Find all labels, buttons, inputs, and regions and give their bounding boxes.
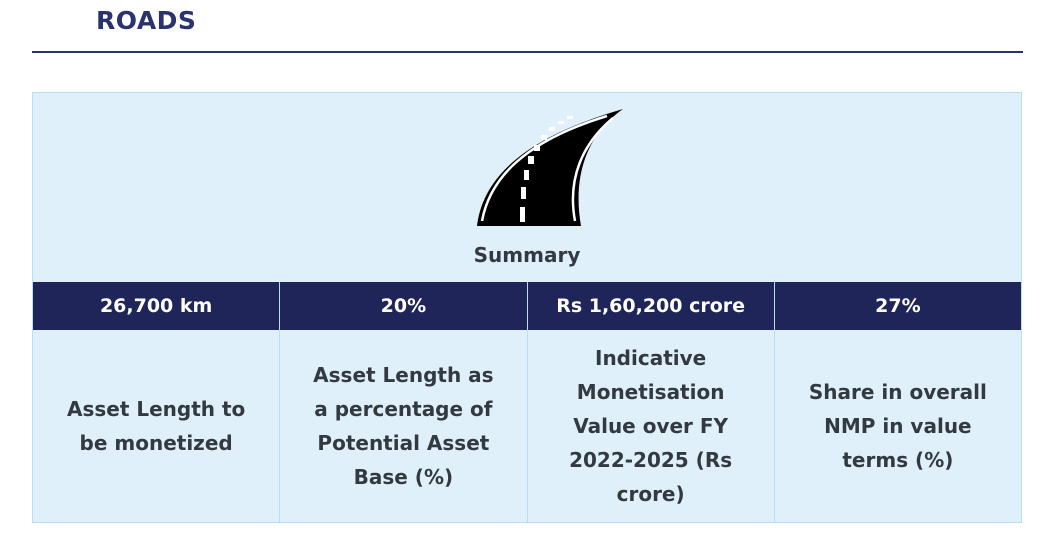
summary-label: Summary — [473, 243, 581, 267]
section-title: ROADS — [96, 6, 197, 35]
metric-value-monetisation: Rs 1,60,200 crore — [528, 282, 775, 330]
metric-value-share: 27% — [875, 295, 921, 317]
summary-card — [32, 92, 1022, 523]
road-icon — [473, 108, 623, 228]
title-divider — [32, 51, 1023, 53]
metric-description-share: Share in overall NMP in value terms (%) — [808, 380, 987, 472]
metric-description-percentage: Asset Length as a percentage of Potential Asset Base (%) — [280, 330, 527, 522]
metric-descriptions-row — [33, 330, 1021, 522]
metric-value-asset-length: 26,700 km — [33, 282, 280, 330]
metric-description-monetisation: Indicative Monetisation Value over FY 2022-2025 (Rs crore) — [528, 330, 775, 522]
metric-value-percentage: 20% — [280, 282, 527, 330]
metric-values-row — [33, 282, 1021, 330]
metric-description-asset-length: Asset Length to be monetized — [33, 330, 280, 522]
